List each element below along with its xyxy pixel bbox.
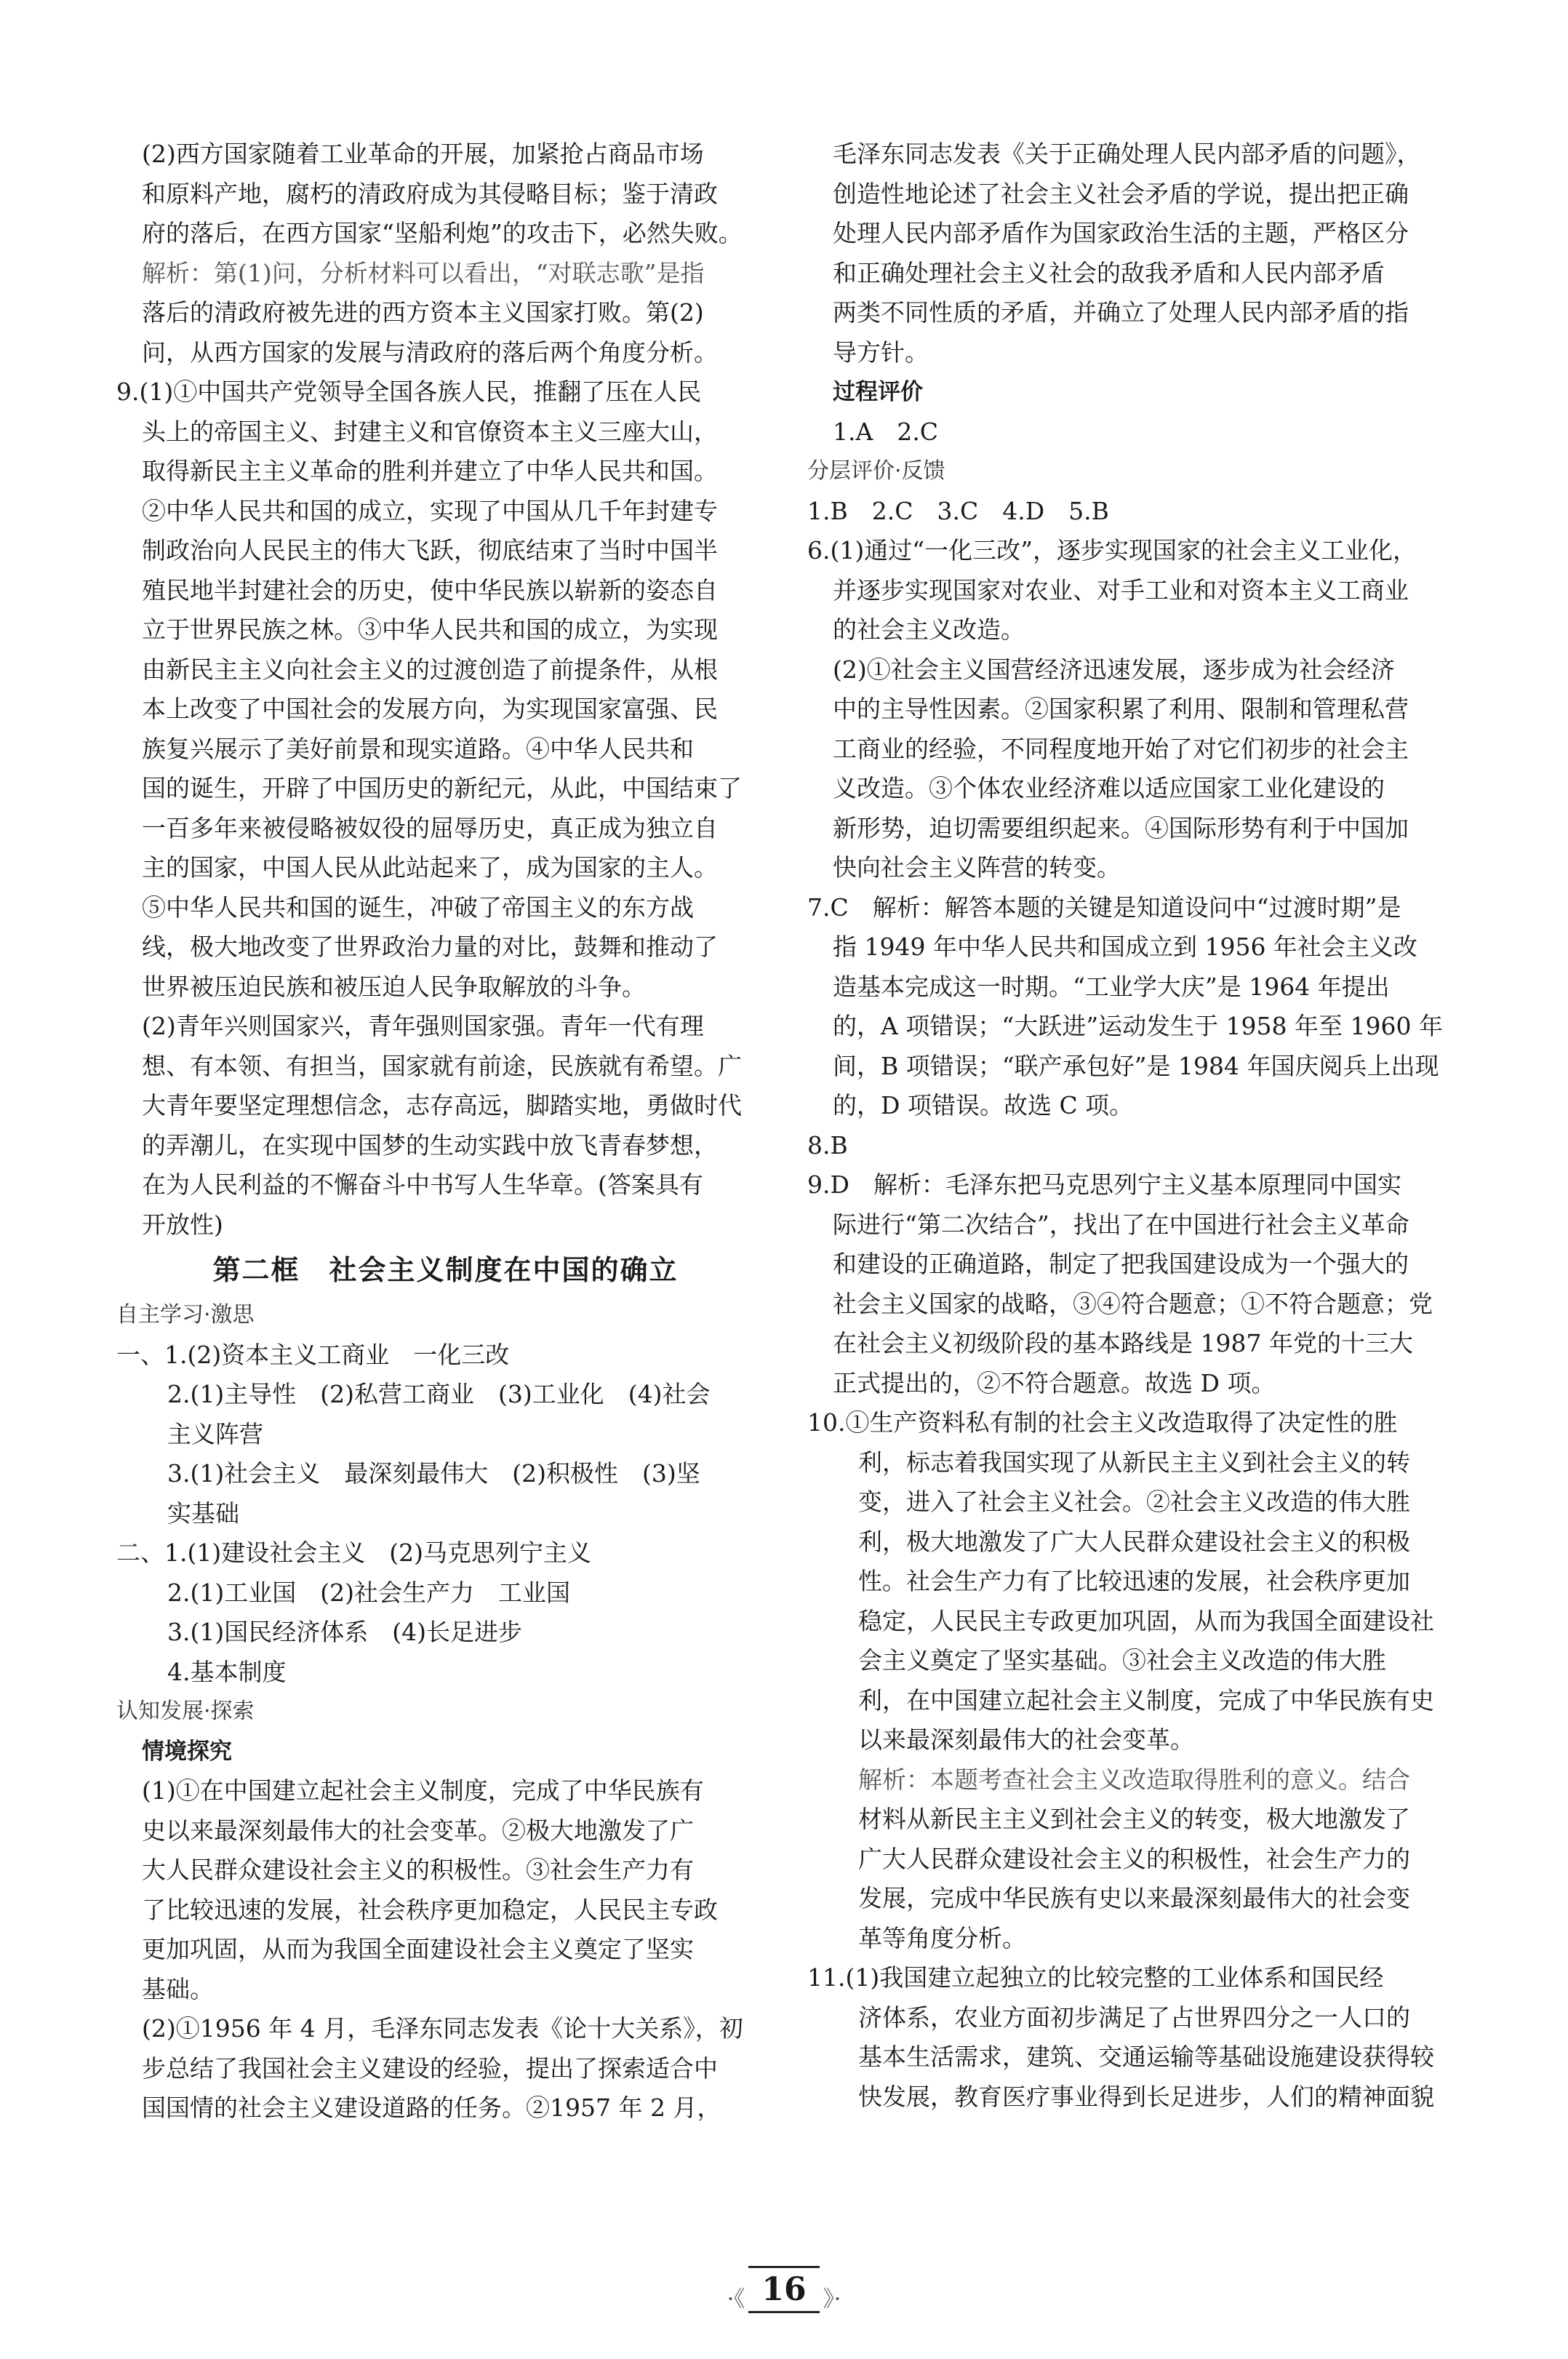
text-line: 主义阵营	[167, 1419, 263, 1448]
text-line: 快发展，教育医疗事业得到长足进步，人们的精神面貌	[858, 2082, 1434, 2111]
text-line: 正式提出的，②不符合题意。故选 D 项。	[833, 1368, 1276, 1397]
page-deco-left: ·《	[727, 2286, 745, 2312]
text-line: 史以来最深刻最伟大的社会变革。②极大地激发了广	[142, 1816, 694, 1845]
text-line: 和原料产地，腐朽的清政府成为其侵略目标；鉴于清政	[142, 179, 718, 208]
text-line: 在社会主义初级阶段的基本路线是 1987 年党的十三大	[833, 1329, 1413, 1357]
text-line: 工商业的经验，不同程度地开始了对它们初步的社会主	[833, 734, 1409, 763]
text-line: 问，从西方国家的发展与清政府的落后两个角度分析。	[142, 338, 718, 367]
section-heading: 自主学习·激思	[116, 1302, 255, 1328]
text-line: (2)西方国家随着工业革命的开展，加紧抢占商品市场	[142, 140, 704, 168]
text-line: 义改造。③个体农业经济难以适应国家工业化建设的	[833, 774, 1385, 802]
page-deco-right: 》·	[823, 2286, 841, 2312]
text-line: 开放性)	[142, 1210, 223, 1239]
section-heading: 认知发展·探索	[116, 1699, 255, 1724]
text-line: 并逐步实现国家对农业、对手工业和对资本主义工商业	[833, 575, 1409, 604]
text-line: 和正确处理社会主义社会的敌我矛盾和人民内部矛盾	[833, 258, 1385, 287]
text-line: 和建设的正确道路，制定了把我国建设成为一个强大的	[833, 1250, 1409, 1278]
text-line: (1)①在中国建立起社会主义制度，完成了中华民族有	[142, 1776, 704, 1805]
text-line: 处理人民内部矛盾作为国家政治生活的主题，严格区分	[833, 219, 1409, 247]
text-line: ⑤中华人民共和国的诞生，冲破了帝国主义的东方战	[142, 893, 694, 922]
text-line: 毛泽东同志发表《关于正确处理人民内部矛盾的问题》，	[833, 140, 1421, 168]
page-number-box	[708, 2266, 860, 2313]
text-line: 发展，完成中华民族有史以来最深刻最伟大的社会变	[858, 1884, 1410, 1912]
text-line: 11.(1)我国建立起独立的比较完整的工业体系和国民经	[807, 1963, 1384, 1992]
text-line: 导方针。	[833, 338, 929, 367]
text-line: 1.A 2.C	[833, 417, 939, 446]
page-number-footer	[0, 2266, 1568, 2313]
text-line: 由新民主主义向社会主义的过渡创造了前提条件，从根	[142, 655, 718, 684]
text-line: 创造性地论述了社会主义社会矛盾的学说，提出把正确	[833, 179, 1409, 208]
text-line: 头上的帝国主义、封建主义和官僚资本主义三座大山，	[142, 417, 718, 446]
text-line: 3.(1)社会主义 最深刻最伟大 (2)积极性 (3)坚	[167, 1459, 700, 1488]
text-line: 7.C 解析：解答本题的关键是知道设问中“过渡时期”是	[807, 893, 1401, 922]
text-line: 济体系，农业方面初步满足了占世界四分之一人口的	[858, 2003, 1410, 2032]
text-line: 基础。	[142, 1974, 214, 2003]
text-line: 国国情的社会主义建设道路的任务。②1957 年 2 月，	[142, 2093, 721, 2122]
section-heading: 分层评价·反馈	[807, 458, 945, 484]
text-line: 性。社会生产力有了比较迅速的发展，社会秩序更加	[858, 1567, 1410, 1595]
text-line: 中的主导性因素。②国家积累了利用、限制和管理私营	[833, 695, 1409, 723]
text-line: 线，极大地改变了世界政治力量的对比，鼓舞和推动了	[142, 933, 718, 961]
text-line: 快向社会主义阵营的转变。	[833, 853, 1121, 882]
text-line: 际进行“第二次结合”，找出了在中国进行社会主义革命	[833, 1210, 1409, 1239]
text-line: 解析：第(1)问，分析材料可以看出，“对联志歌”是指	[142, 258, 705, 287]
text-line: 6.(1)通过“一化三改”，逐步实现国家的社会主义工业化，	[807, 536, 1417, 564]
text-line: 制政治向人民民主的伟大飞跃，彻底结束了当时中国半	[142, 536, 718, 564]
text-line: 了比较迅速的发展，社会秩序更加稳定，人民民主专政	[142, 1895, 718, 1924]
text-line: 基本生活需求，建筑、交通运输等基础设施建设获得较	[858, 2043, 1434, 2071]
text-line: 造基本完成这一时期。“工业学大庆”是 1964 年提出	[833, 972, 1390, 1001]
text-line: 2.(1)主导性 (2)私营工商业 (3)工业化 (4)社会	[167, 1380, 711, 1408]
text-line: 新形势，迫切需要组织起来。④国际形势有利于中国加	[833, 813, 1409, 842]
text-line: 利，在中国建立起社会主义制度，完成了中华民族有史	[858, 1685, 1434, 1715]
text-line: 8.B	[807, 1130, 848, 1159]
text-line: 族复兴展示了美好前景和现实道路。④中华人民共和	[142, 734, 694, 763]
text-line: 主的国家，中国人民从此站起来了，成为国家的主人。	[142, 853, 718, 882]
text-line: 9.(1)①中国共产党领导全国各族人民，推翻了压在人民	[116, 378, 702, 406]
text-line: 2.(1)工业国 (2)社会生产力 工业国	[167, 1578, 570, 1607]
text-line: 的，D 项错误。故选 C 项。	[833, 1091, 1134, 1119]
text-line: 以来最深刻最伟大的社会变革。	[858, 1725, 1194, 1754]
left-column	[116, 135, 775, 2128]
text-line: 在为人民利益的不懈奋斗中书写人生华章。(答案具有	[142, 1170, 703, 1199]
text-line: 立于世界民族之林。③中华人民共和国的成立，为实现	[142, 615, 718, 644]
text-line: 的，A 项错误；“大跃进”运动发生于 1958 年至 1960 年	[833, 1012, 1443, 1040]
text-line: 1.B 2.C 3.C 4.D 5.B	[807, 496, 1109, 525]
text-line: 4.基本制度	[167, 1657, 287, 1686]
text-line: 9.D 解析：毛泽东把马克思列宁主义基本原理同中国实	[807, 1170, 1401, 1199]
text-line: 变，进入了社会主义社会。②社会主义改造的伟大胜	[858, 1488, 1410, 1516]
text-line: (2)青年兴则国家兴，青年强则国家强。青年一代有理	[142, 1012, 704, 1040]
text-line: 利，标志着我国实现了从新民主主义到社会主义的转	[858, 1448, 1410, 1477]
text-line: 大青年要坚定理想信念，志存高远，脚踏实地，勇做时代	[142, 1091, 742, 1119]
text-line: 稳定，人民民主专政更加巩固，从而为我国全面建设社	[858, 1606, 1434, 1635]
text-line: 3.(1)国民经济体系 (4)长足进步	[167, 1618, 522, 1646]
text-line: 两类不同性质的矛盾，并确立了处理人民内部矛盾的指	[833, 298, 1409, 327]
section-heading: 过程评价	[833, 379, 923, 405]
text-line: (2)①1956 年 4 月，毛泽东同志发表《论十大关系》，初	[142, 2014, 743, 2043]
text-line: 府的落后，在西方国家“坚船利炮”的攻击下，必然失败。	[142, 219, 743, 247]
text-line: 取得新民主主义革命的胜利并建立了中华人民共和国。	[142, 457, 718, 485]
text-line: 10.①生产资料私有制的社会主义改造取得了决定性的胜	[807, 1408, 1398, 1437]
text-line: 的弄潮儿，在实现中国梦的生动实践中放飞青春梦想，	[142, 1130, 718, 1159]
right-column	[807, 135, 1465, 2117]
text-line: 会主义奠定了坚实基础。③社会主义改造的伟大胜	[858, 1646, 1386, 1675]
page-number: 16	[748, 2266, 819, 2313]
text-line: 国的诞生，开辟了中国历史的新纪元，从此，中国结束了	[142, 774, 742, 802]
text-line: 落后的清政府被先进的西方资本主义国家打败。第(2)	[142, 298, 704, 327]
text-line: 的社会主义改造。	[833, 615, 1025, 644]
section-heading: 情境探究	[142, 1738, 232, 1765]
text-line: 实基础	[167, 1498, 239, 1528]
text-line: 大人民群众建设社会主义的积极性。③社会生产力有	[142, 1856, 694, 1884]
text-line: 世界被压迫民族和被压迫人民争取解放的斗争。	[142, 972, 646, 1001]
text-line: 革等角度分析。	[858, 1923, 1026, 1952]
text-line: 指 1949 年中华人民共和国成立到 1956 年社会主义改	[833, 933, 1417, 961]
text-line: 一百多年来被侵略被奴役的屈辱历史，真正成为独立自	[142, 813, 718, 842]
text-line: 间，B 项错误；“联产承包好”是 1984 年国庆阅兵上出现	[833, 1051, 1439, 1080]
text-line: ②中华人民共和国的成立，实现了中国从几千年封建专	[142, 496, 718, 525]
text-line: 广大人民群众建设社会主义的积极性，社会生产力的	[858, 1844, 1410, 1873]
text-line: 材料从新民主主义到社会主义的转变，极大地激发了	[858, 1805, 1410, 1833]
text-line: 本上改变了中国社会的发展方向，为实现国家富强、民	[142, 695, 718, 723]
text-line: 二、1.(1)建设社会主义 (2)马克思列宁主义	[116, 1538, 591, 1567]
text-line: 步总结了我国社会主义建设的经验，提出了探索适合中	[142, 2053, 718, 2083]
text-line: 解析：本题考查社会主义改造取得胜利的意义。结合	[858, 1765, 1410, 1794]
text-line: 利，极大地激发了广大人民群众建设社会主义的积极	[858, 1527, 1410, 1556]
text-line: 想、有本领、有担当，国家就有前途，民族就有希望。广	[142, 1051, 742, 1080]
text-line: 社会主义国家的战略，③④符合题意；①不符合题意；党	[833, 1289, 1433, 1318]
text-line: 一、1.(2)资本主义工商业 一化三改	[116, 1340, 510, 1369]
text-line: 更加巩固，从而为我国全面建设社会主义奠定了坚实	[142, 1935, 694, 1963]
text-line: (2)①社会主义国营经济迅速发展，逐步成为社会经济	[833, 655, 1395, 684]
section-title: 第二框 社会主义制度在中国的确立	[212, 1254, 679, 1286]
text-line: 殖民地半封建社会的历史，使中华民族以崭新的姿态自	[142, 575, 718, 604]
